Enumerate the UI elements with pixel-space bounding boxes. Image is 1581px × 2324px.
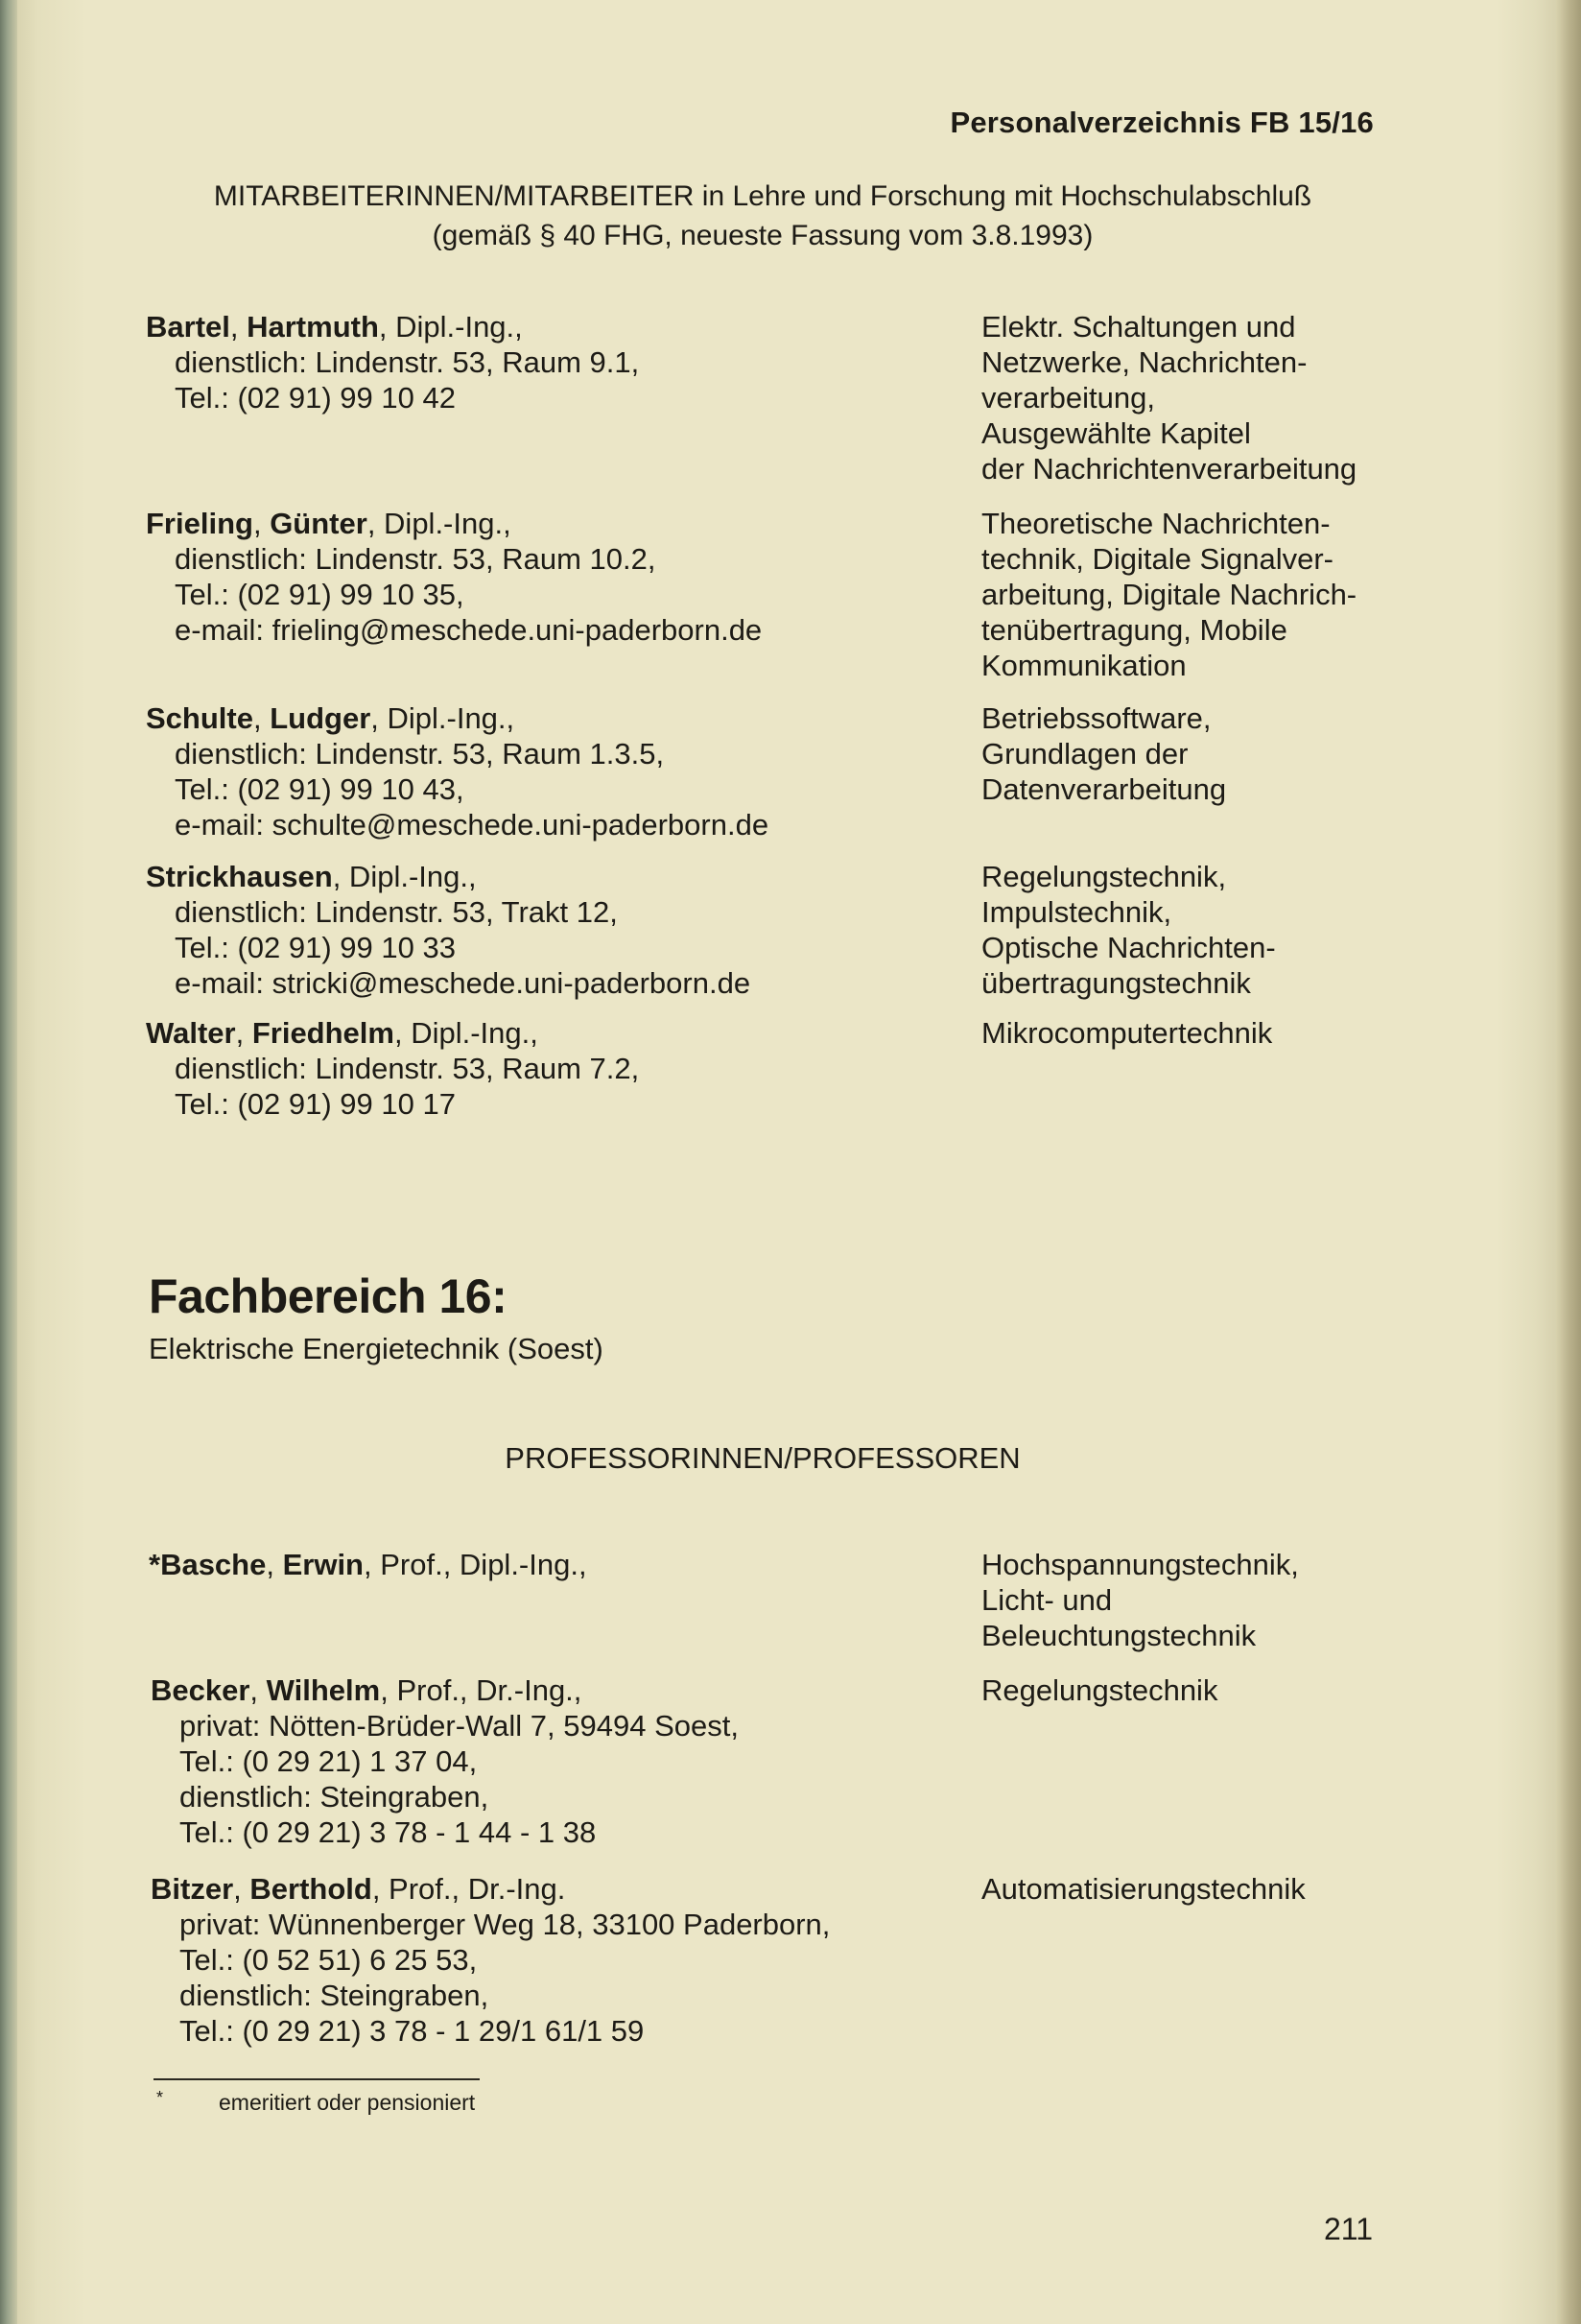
office-line: dienstlich: Lindenstr. 53, Raum 7.2, (175, 1052, 640, 1085)
faculty-title: Fachbereich 16: (149, 1269, 507, 1323)
staff-entry-schulte (146, 700, 768, 842)
professor-entry-bitzer (151, 1871, 830, 2049)
phone-line: Tel.: (02 91) 99 10 42 (175, 381, 456, 415)
email-line: e-mail: frieling@meschede.uni-paderborn.de (175, 613, 763, 647)
email-line: e-mail: stricki@meschede.uni-paderborn.de (175, 966, 751, 1000)
subject-strickhausen: Regelungstechnik, Impulstechnik, Optische Nachrichten- übertragungstechnik (981, 860, 1276, 1000)
private-address-line: privat: Wünnenberger Weg 18, 33100 Paderborn, (179, 1908, 831, 1941)
person-name: Bitzer, Berthold, Prof., Dr.-Ing. (151, 1872, 566, 1906)
staff-entry-walter (146, 1015, 639, 1122)
subject-bartel: Elektr. Schaltungen und Netzwerke, Nachrichten- verarbeitung, Ausgewählte Kapitel der Nachrichtenverarbeitung (981, 310, 1357, 486)
private-address-line: privat: Nötten-Brüder-Wall 7, 59494 Soest, (179, 1709, 739, 1743)
office-line: dienstlich: Lindenstr. 53, Raum 10.2, (175, 542, 656, 576)
intro-line-2: (gemäß § 40 FHG, neueste Fassung vom 3.8.1993) (432, 220, 1094, 251)
person-name: Bartel, Hartmuth, Dipl.-Ing., (146, 310, 523, 344)
staff-entry-frieling (146, 506, 762, 648)
person-name: Frieling, Günter, Dipl.-Ing., (146, 507, 511, 540)
person-name: Walter, Friedhelm, Dipl.-Ing., (146, 1016, 538, 1050)
phone-line: Tel.: (02 91) 99 10 35, (175, 578, 464, 611)
person-name: Strickhausen, Dipl.-Ing., (146, 860, 477, 893)
footnote-marker: * (156, 2088, 164, 2107)
email-line: e-mail: schulte@meschede.uni-paderborn.de (175, 808, 769, 842)
office-line: dienstlich: Steingraben, (179, 1780, 489, 1814)
book-spine (0, 0, 17, 2324)
office-line: dienstlich: Steingraben, (179, 1979, 489, 2012)
faculty-subtitle: Elektrische Energietechnik (Soest) (149, 1332, 603, 1365)
subject-schulte: Betriebssoftware, Grundlagen der Datenverarbeitung (981, 701, 1227, 806)
private-phone-line: Tel.: (0 29 21) 1 37 04, (179, 1744, 478, 1778)
professor-entry-becker (151, 1672, 739, 1850)
office-line: dienstlich: Lindenstr. 53, Raum 9.1, (175, 345, 640, 379)
page-edge (1556, 0, 1581, 2324)
subject-basche: Hochspannungstechnik, Licht- und Beleuchtungstechnik (981, 1548, 1299, 1652)
professor-entry-basche (149, 1547, 587, 1582)
section-heading: PROFESSORINNEN/PROFESSOREN (505, 1441, 1021, 1475)
office-line: dienstlich: Lindenstr. 53, Trakt 12, (175, 895, 618, 929)
subject-frieling: Theoretische Nachrichten- technik, Digitale Signalver- arbeitung, Digitale Nachrich- tenübertragung, Mobile Kommunikation (981, 507, 1357, 682)
office-phone-line: Tel.: (0 29 21) 3 78 - 1 44 - 1 38 (179, 1815, 597, 1849)
private-phone-line: Tel.: (0 52 51) 6 25 53, (179, 1943, 478, 1977)
staff-entry-bartel (146, 309, 639, 415)
phone-line: Tel.: (02 91) 99 10 17 (175, 1087, 456, 1121)
page-number: 211 (1324, 2212, 1374, 2246)
staff-entry-strickhausen (146, 859, 750, 1001)
person-name: Schulte, Ludger, Dipl.-Ing., (146, 701, 515, 735)
person-name: Becker, Wilhelm, Prof., Dr.-Ing., (151, 1673, 582, 1707)
footnote-rule (153, 2078, 480, 2080)
subject-becker: Regelungstechnik (981, 1673, 1218, 1707)
person-name: *Basche, Erwin, Prof., Dipl.-Ing., (149, 1548, 587, 1581)
subject-walter: Mikrocomputertechnik (981, 1016, 1273, 1050)
office-phone-line: Tel.: (0 29 21) 3 78 - 1 29/1 61/1 59 (179, 2014, 645, 2048)
office-line: dienstlich: Lindenstr. 53, Raum 1.3.5, (175, 737, 665, 771)
phone-line: Tel.: (02 91) 99 10 33 (175, 931, 456, 964)
footnote-text: emeritiert oder pensioniert (219, 2090, 476, 2115)
running-head: Personalverzeichnis FB 15/16 (950, 106, 1374, 139)
subject-bitzer: Automatisierungstechnik (981, 1872, 1306, 1906)
intro-line-1: MITARBEITERINNEN/MITARBEITER in Lehre und Forschung mit Hochschulabschluß (213, 180, 1312, 212)
phone-line: Tel.: (02 91) 99 10 43, (175, 772, 464, 806)
